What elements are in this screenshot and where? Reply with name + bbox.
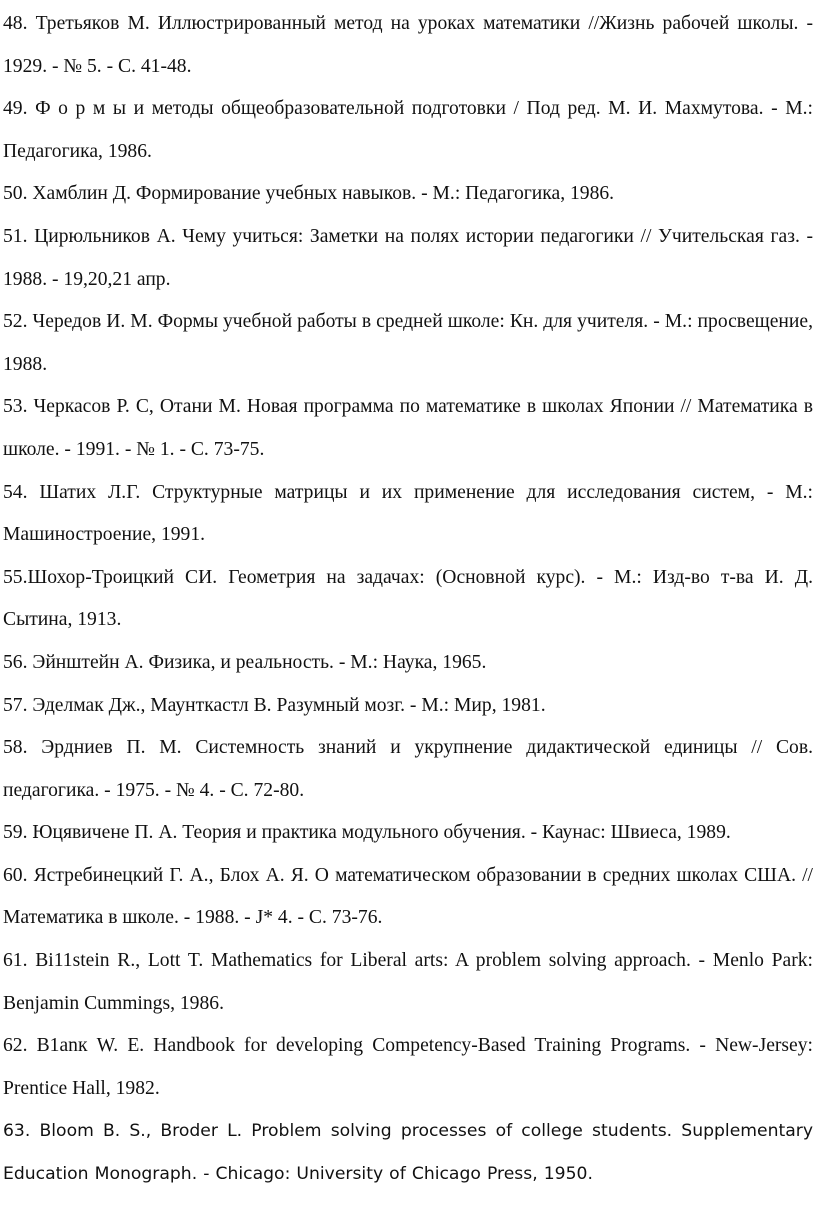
reference-63: 63. Bloom B. S., Broder L. Problem solving processes of college students. Supplementary Education Monograph. - Chicago: University of Chicago Press, 1950. [3,1121,813,1185]
reference-55: 55.Шохор-Троицкий СИ. Геометрия на задачах: (Основной курс). - М.: Изд-во т-ва И. Д. Сытина, 1913. [3,566,813,631]
reference-52: 52. Чередов И. М. Формы учебной работы в средней школе: Кн. для учителя. - М.: просвещение, 1988. [3,311,813,375]
reference-48: 48. Третьяков М. Иллюстрированный метод на уроках математики //Жизнь рабочей школы. - 1929. - № 5. - С. 41-48. [3,13,813,77]
reference-62: 62. B1anк W. E. Handbook for developing Competency-Based Training Programs. - New-Jersey: Prentice Hall, 1982. [3,1035,813,1099]
reference-57: 57. Эделмак Дж., Маунткастл В. Разумный мозг. - М.: Мир, 1981. [3,694,546,716]
reference-54: 54. Шатих Л.Г. Структурные матрицы и их применение для исследования систем, - М.: Машиностроение, 1991. [3,481,813,546]
reference-56: 56. Эйнштейн А. Физика, и реальность. - М.: Наука, 1965. [3,651,487,673]
reference-58: 58. Эрдниев П. М. Системность знаний и укрупнение дидактической единицы // Сов. педагогика. - 1975. - № 4. - С. 72-80. [3,737,813,801]
reference-49: 49. Ф о р м ы и методы общеобразовательной подготовки / Под ред. М. И. Махмутова. - М.: Педагогика, 1986. [3,98,813,162]
reference-53: 53. Черкасов Р. С, Отани М. Новая программа по математике в школах Японии // Математика в школе. - 1991. - № 1. - С. 73-75. [3,396,813,460]
reference-61: 61. Bi11stein R., Lott T. Mathematics for Liberal arts: A problem solving approach. - Menlo Park: Benjamin Cummings, 1986. [3,950,813,1014]
reference-60: 60. Ястребинецкий Г. А., Блох А. Я. О математическом образовании в средних школах США. // Математика в школе. - 1988. - J* 4. - С. 73-76. [3,864,813,929]
reference-51: 51. Цирюльников А. Чему учиться: Заметки на полях истории педагогики // Учительская газ. - 1988. - 19,20,21 апр. [3,225,813,290]
reference-59: 59. Юцявичене П. А. Теория и практика модульного обучения. - Каунас: Швиеса, 1989. [3,822,731,844]
reference-50: 50. Хамблин Д. Формирование учебных навыков. - М.: Педагогика, 1986. [3,183,615,205]
